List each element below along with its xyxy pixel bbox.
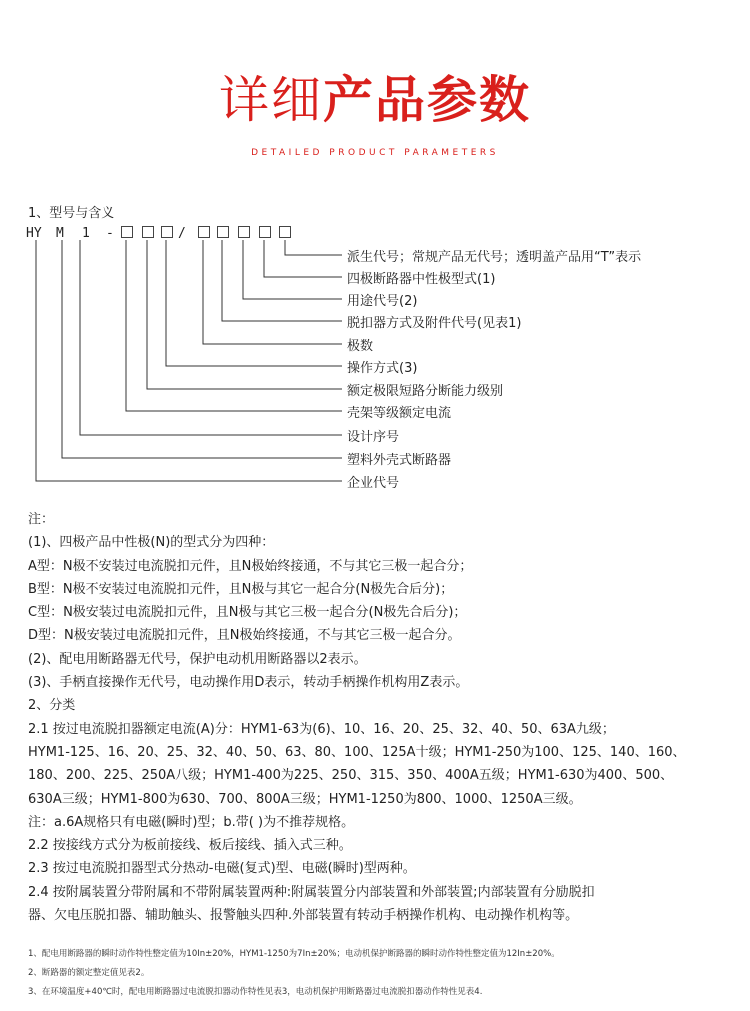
code-desc-neutral-pole: 四极断路器中性极型式(1) [347,272,496,287]
code-desc-frame-current: 壳架等级额定电流 [347,406,452,421]
note-line: 2.1 按过电流脱扣器额定电流(A)分：HYM1-63为(6)、10、16、20、25、32、40、50、63A九级； [28,721,615,737]
footnote-line: 2、断路器的额定整定值见表2。 [28,968,150,978]
note-line: HYM1-125、16、20、25、32、40、50、63、80、100、125A十级；HYM1-250为100、125、140、160、 [28,744,686,760]
code-desc-operation: 操作方式(3) [347,361,418,376]
code-part-m: M [56,226,64,241]
note-line: 180、200、225、250A八级；HYM1-400为225、250、315、350、400A五级；HYM1-630为400、500、 [28,768,674,784]
note-line: (3)、手柄直接操作无代号，电动操作用D表示，转动手柄操作机构用Z表示。 [28,675,469,691]
note-line: 器、欠电压脱扣器、辅助触头、报警触头四种.外部装置有转动手柄操作机构、电动操作机构等。 [28,908,579,924]
page-subtitle: DETAILED PRODUCT PARAMETERS [251,148,499,158]
note-line: 630A三级；HYM1-800为630、700、800A三级；HYM1-1250为800、1000、1250A三级。 [28,791,582,807]
code-desc-derivative: 派生代号；常规产品无代号；透明盖产品用“T”表示 [347,250,642,265]
page-title: 详细产品参数 [219,71,531,129]
code-part-hy: HY [26,226,42,241]
note-line: C型：N极安装过电流脱扣元件，且N极与其它三极一起合分(N极先合后分)； [28,605,467,621]
note-line: 2.3 按过电流脱扣器型式分热动-电磁(复式)型、电磁(瞬时)型两种。 [28,861,416,877]
code-desc-usage: 用途代号(2) [347,294,418,309]
note-line: 2.4 按附属装置分带附属和不带附属装置两种:附属装置分内部装置和外部装置;内部装置有分励脱扣 [28,884,595,900]
code-part-1: 1 [82,226,90,241]
note-line: (1)、四极产品中性极(N)的型式分为四种： [28,535,275,551]
note-line: 注：a.6A规格只有电磁(瞬时)型；b.带( )为不推荐规格。 [28,814,355,830]
code-desc-breaking-capacity: 额定极限短路分断能力级别 [347,384,504,399]
classification-heading: 2、分类 [28,698,76,714]
note-line: B型：N极不安装过电流脱扣元件，且N极与其它一起合分(N极先合后分)； [28,581,454,597]
footnotes [28,945,738,1002]
code-part-dash: - [106,226,114,241]
note-line: A型：N极不安装过电流脱扣元件，且N极始终接通，不与其它三极一起合分； [28,558,473,574]
footnote-line: 1、配电用断路器的瞬时动作特性整定值为10In±20%，HYM1-1250为7In±20%；电动机保护断路器的瞬时动作特性整定值为12In±20%。 [28,949,560,959]
footnote-line: 3、在环境温度+40℃时，配电用断路器过电流脱扣器动作特性见表3，电动机保护用断路器过电流脱扣器动作特性见表4. [28,987,483,997]
code-desc-mccb: 塑料外壳式断路器 [347,453,452,468]
code-part-slash: / [178,226,186,241]
code-desc-release: 脱扣器方式及附件代号(见表1) [347,316,522,331]
note-line: 2.2 按接线方式分为板前接线、板后接线、插入式三种。 [28,838,352,854]
code-desc-company: 企业代号 [347,476,400,491]
code-desc-design-no: 设计序号 [347,430,400,445]
code-desc-poles: 极数 [347,339,374,354]
note-line: (2)、配电用断路器无代号，保护电动机用断路器以2表示。 [28,651,367,667]
model-heading: 1、型号与含义 [28,206,115,221]
notes-section [28,508,738,927]
note-line: 注： [28,512,55,527]
note-line: D型：N极安装过电流脱扣元件，且N极始终接通，不与其它三极一起合分。 [28,628,461,644]
